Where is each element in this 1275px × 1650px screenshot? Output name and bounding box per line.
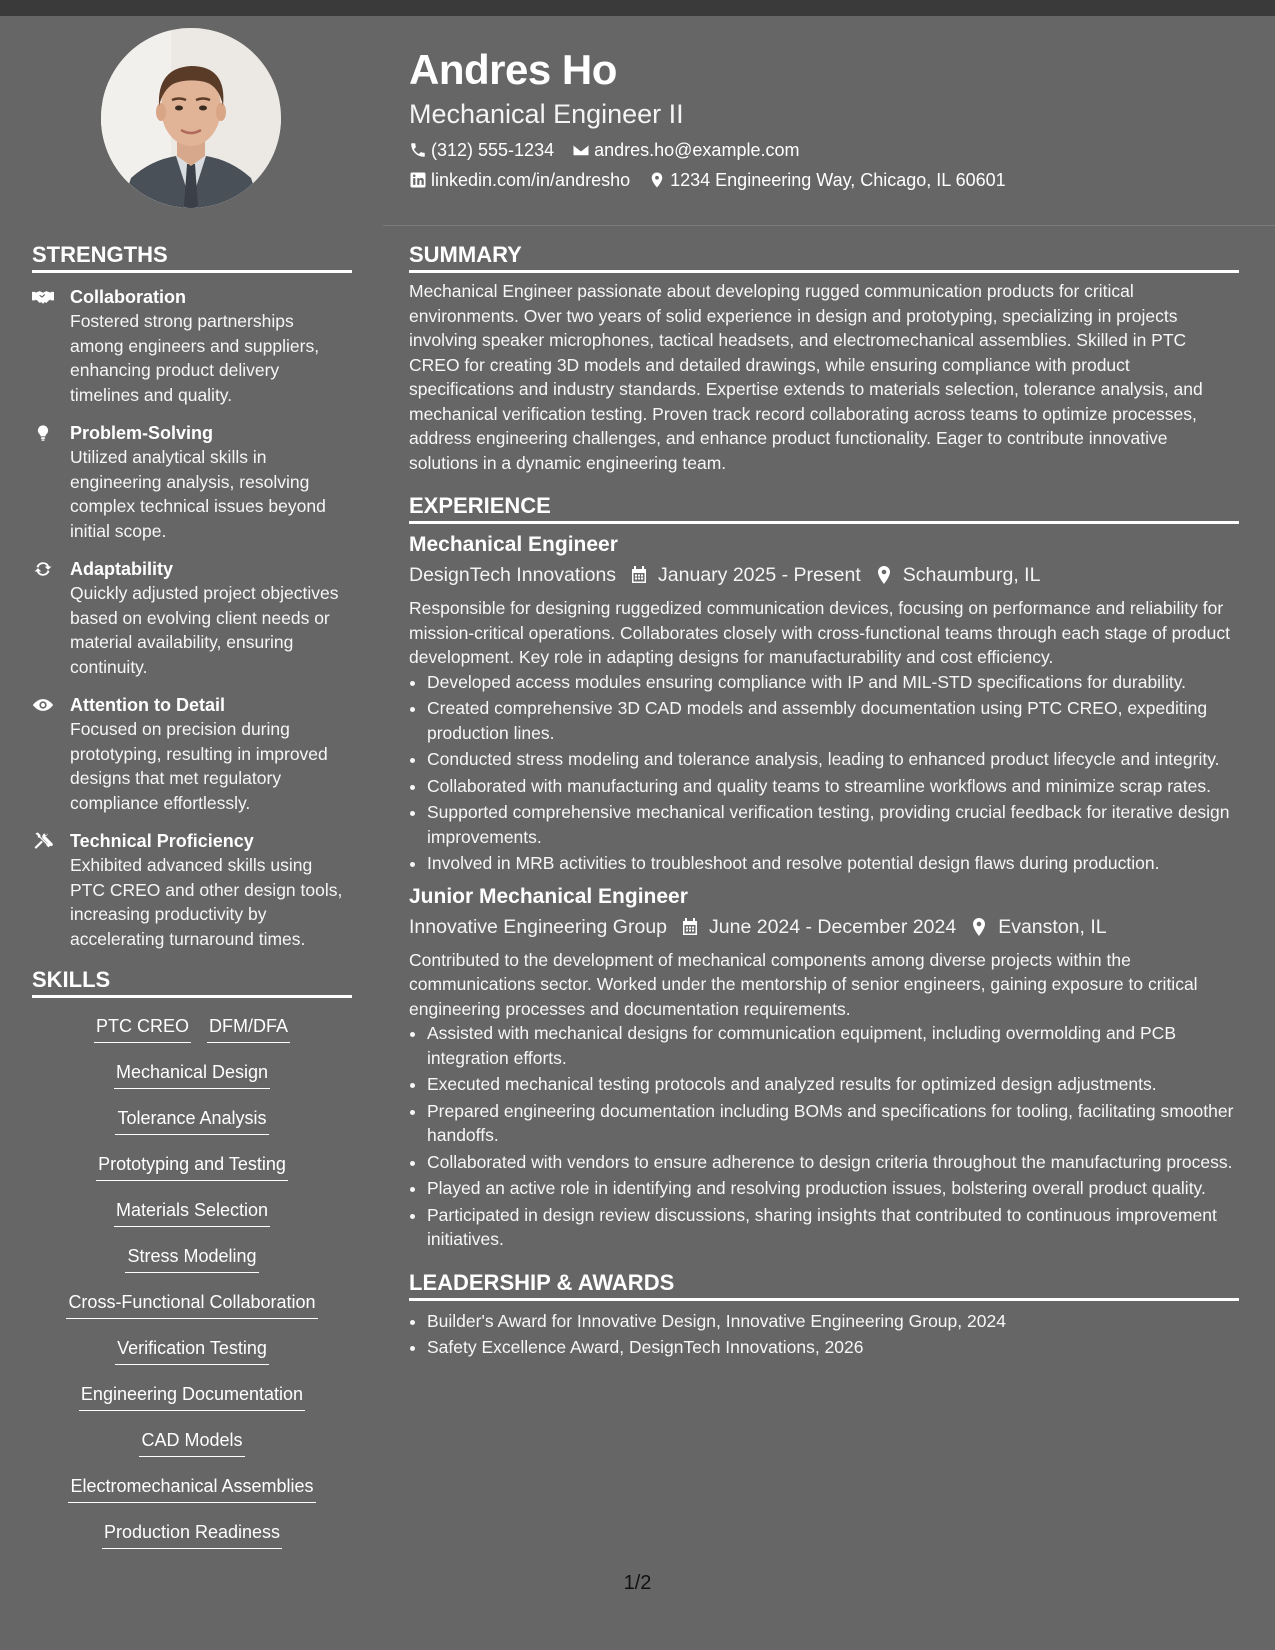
- contact-address: [648, 168, 1006, 192]
- strength-title: Technical Proficiency: [70, 831, 254, 851]
- contact-row-1: [409, 138, 1249, 162]
- skill-tag: Engineering Documentation: [79, 1382, 305, 1411]
- job-dates: January 2025 - Present: [658, 564, 861, 586]
- skills-heading: SKILLS: [32, 965, 352, 998]
- job-bullets: [409, 1021, 1239, 1252]
- contact-email[interactable]: [572, 138, 799, 162]
- strength-desc: Fostered strong partnerships among engineers and suppliers, enhancing product delivery timelines and quality.: [70, 311, 320, 405]
- job-bullet: • Prepared engineering documentation including BOMs and specifications for tooling, facilitating smoother handoffs.: [427, 1099, 1239, 1148]
- page-indicator: 1/2: [623, 1572, 652, 1594]
- awards-heading: LEADERSHIP & AWARDS: [409, 1268, 1239, 1301]
- eye-icon: [32, 695, 54, 715]
- handshake-icon: [32, 287, 54, 307]
- skill-tag: Production Readiness: [102, 1520, 282, 1549]
- contact-row-2: [409, 168, 1249, 192]
- award-item: • Builder's Award for Innovative Design, Innovative Engineering Group, 2024: [427, 1309, 1239, 1334]
- skill-tag: Stress Modeling: [125, 1244, 258, 1273]
- resume-header: [409, 44, 1249, 192]
- summary-heading: SUMMARY: [409, 240, 1239, 273]
- strength-item: [32, 285, 352, 407]
- header-divider: [383, 225, 1275, 226]
- strength-desc: Focused on precision during prototyping, resulting in improved designs that met regulatory compliance effortlessly.: [70, 719, 328, 813]
- contact-linkedin[interactable]: [409, 168, 630, 192]
- skill-tag: Tolerance Analysis: [115, 1106, 268, 1135]
- job-bullet: • Collaborated with vendors to ensure adherence to design criteria throughout the manufacturing process.: [427, 1150, 1239, 1175]
- job-meta: [409, 560, 1239, 590]
- calendar-icon: [630, 565, 648, 585]
- job-company: Innovative Engineering Group: [409, 915, 668, 938]
- skills-list: [32, 1014, 352, 1566]
- job-bullet: • Collaborated with manufacturing and quality teams to streamline workflows and minimize scrap rates.: [427, 774, 1239, 799]
- job-description: Contributed to the development of mechanical components among diverse projects within the communications sector. Worked under the mentorship of senior engineers, gaining exposure to critical engineering processes and documentation requirements.: [409, 949, 1198, 1019]
- job-bullet: • Created comprehensive 3D CAD models and assembly documentation using PTC CREO, expediting production lines.: [427, 696, 1239, 745]
- top-bar: [0, 0, 1275, 16]
- job-bullet: • Executed mechanical testing protocols and analyzed results for optimized design adjustments.: [427, 1072, 1239, 1097]
- job-meta: [409, 912, 1239, 942]
- strength-item: [32, 557, 352, 679]
- job-entry: [409, 882, 1239, 1252]
- job-dates: June 2024 - December 2024: [709, 915, 957, 938]
- job-location: Evanston, IL: [998, 915, 1107, 938]
- strength-item: [32, 421, 352, 543]
- award-item: • Safety Excellence Award, DesignTech Innovations, 2026: [427, 1335, 1239, 1360]
- left-column: [32, 240, 352, 1566]
- candidate-name: Andres Ho: [409, 46, 617, 93]
- job-bullet: • Developed access modules ensuring compliance with IP and MIL-STD specifications for durability.: [427, 670, 1239, 695]
- job-entry: [409, 530, 1239, 876]
- email-address[interactable]: andres.ho@example.com: [594, 140, 800, 160]
- job-bullet: • Involved in MRB activities to troubleshoot and resolve potential design flaws during production.: [427, 851, 1239, 876]
- job-description: Responsible for designing ruggedized communication devices, focusing on performance and reliability for mission-critical operations. Collaborates closely with cross-functional teams through each stage of product development. Key role in adapting designs for manufacturability and cost efficiency.: [409, 598, 1230, 667]
- strength-item: [32, 829, 352, 951]
- linkedin-url[interactable]: linkedin.com/in/andresho: [431, 170, 631, 190]
- strength-desc: Utilized analytical skills in engineering analysis, resolving complex technical issues beyond initial scope.: [70, 447, 326, 541]
- job-bullets: [409, 670, 1239, 876]
- address-text: 1234 Engineering Way, Chicago, IL 60601: [670, 170, 1006, 190]
- skill-tag: Materials Selection: [114, 1198, 270, 1227]
- experience-heading: EXPERIENCE: [409, 491, 1239, 524]
- job-location: Schaumburg, IL: [902, 564, 1041, 586]
- strength-desc: Quickly adjusted project objectives based on evolving client needs or material availability, ensuring continuity.: [70, 583, 339, 677]
- skill-tag: Electromechanical Assemblies: [68, 1474, 315, 1503]
- strength-desc: Exhibited advanced skills using PTC CREO and other design tools, increasing productivity by accelerating turnaround times.: [70, 855, 343, 949]
- map-pin-icon: [875, 565, 893, 585]
- job-bullet: • Conducted stress modeling and tolerance analysis, leading to enhanced product lifecycle and integrity.: [427, 747, 1239, 772]
- lightbulb-icon: [32, 423, 54, 443]
- map-pin-icon: [970, 917, 988, 937]
- strength-title: Collaboration: [70, 287, 186, 307]
- strength-title: Problem-Solving: [70, 423, 214, 443]
- profile-photo: [101, 28, 281, 208]
- phone-icon: [409, 141, 427, 159]
- job-bullet: • Participated in design review discussions, sharing insights that contributed to continuous improvement initiatives.: [427, 1203, 1239, 1252]
- contact-phone: [409, 138, 554, 162]
- linkedin-icon: [409, 171, 427, 189]
- candidate-title: Mechanical Engineer II: [409, 99, 684, 129]
- job-title: Mechanical Engineer: [409, 533, 618, 556]
- strengths-list: [32, 285, 352, 951]
- strengths-heading: STRENGTHS: [32, 240, 352, 273]
- job-company: DesignTech Innovations: [409, 564, 617, 586]
- map-pin-icon: [648, 171, 666, 189]
- skill-tag: PTC CREO: [94, 1014, 191, 1043]
- tools-icon: [32, 831, 54, 851]
- calendar-icon: [681, 917, 699, 937]
- job-bullet: • Assisted with mechanical designs for communication equipment, including overmolding and PCB integration efforts.: [427, 1021, 1239, 1070]
- right-column: [409, 240, 1239, 1362]
- skill-tag: DFM/DFA: [207, 1014, 290, 1043]
- envelope-icon: [572, 141, 590, 159]
- sync-icon: [32, 559, 54, 579]
- skill-tag: Prototyping and Testing: [96, 1152, 288, 1181]
- strength-title: Attention to Detail: [70, 695, 225, 715]
- strength-title: Adaptability: [70, 559, 174, 579]
- summary-text: Mechanical Engineer passionate about developing rugged communication products for critical environments. Over two years of solid experience in design and prototyping, specializing in projects involving speaker microphones, tactical headsets, and electromechanical assemblies. Skilled in PTC CREO for creating 3D models and detailed drawings, while ensuring compliance with product specifications and industry standards. Expertise extends to materials selection, tolerance analysis, and mechanical verification testing. Proven track record collaborating across teams to optimize processes, address engineering challenges, and enhance product functionality. Eager to contribute innovative solutions in a dynamic engineering team.: [409, 281, 1203, 473]
- strength-item: [32, 693, 352, 815]
- phone-number: (312) 555-1234: [431, 140, 555, 160]
- skill-tag: CAD Models: [139, 1428, 244, 1457]
- job-title: Junior Mechanical Engineer: [409, 884, 688, 908]
- awards-list: [409, 1309, 1239, 1360]
- skill-tag: Verification Testing: [115, 1336, 269, 1365]
- job-bullet: • Played an active role in identifying and resolving production issues, bolstering overall product quality.: [427, 1176, 1239, 1201]
- skill-tag: Cross-Functional Collaboration: [66, 1290, 317, 1319]
- skill-tag: Mechanical Design: [114, 1060, 270, 1089]
- job-bullet: • Supported comprehensive mechanical verification testing, providing crucial feedback for iterative design improvements.: [427, 800, 1239, 849]
